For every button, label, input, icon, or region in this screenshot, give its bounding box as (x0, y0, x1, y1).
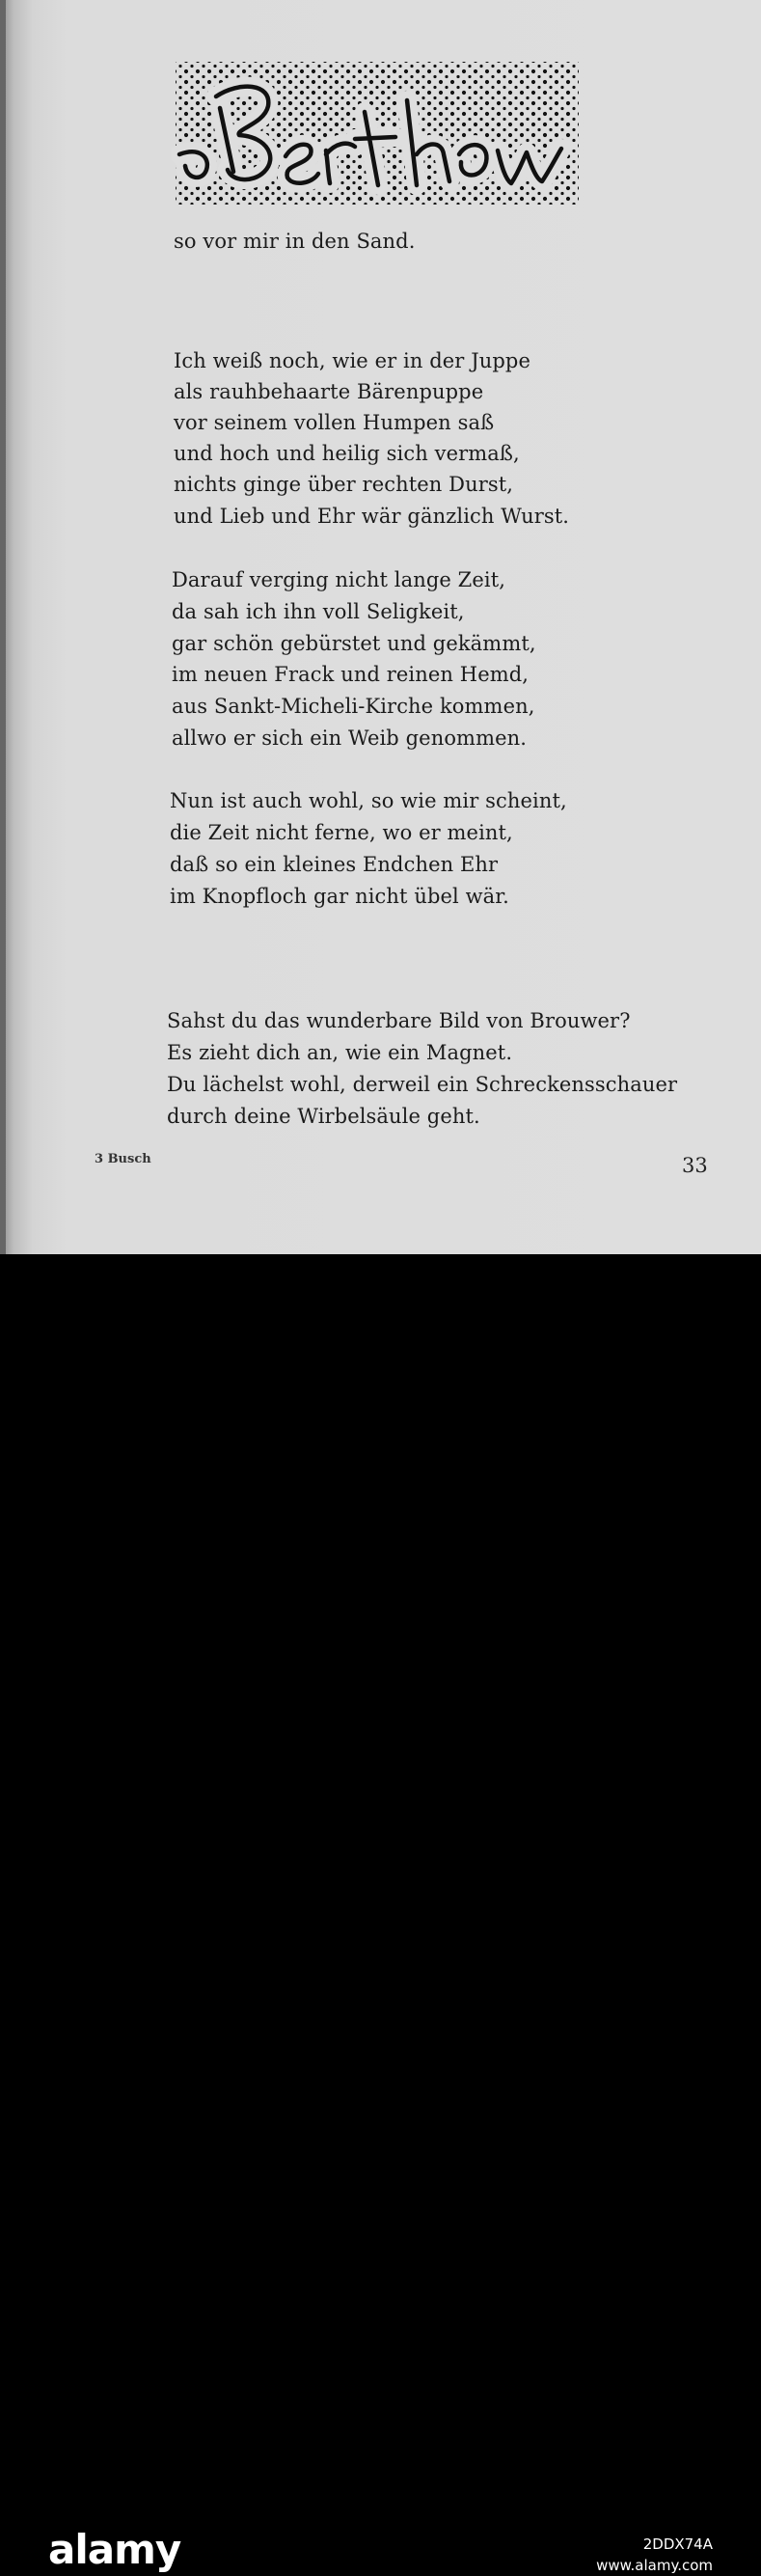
poem-line: gar schön gebürstet und gekämmt, (172, 632, 536, 655)
poem-line: durch deine Wirbelsäule geht. (167, 1105, 480, 1128)
poem-line: Nun ist auch wohl, so wie mir scheint, (170, 789, 567, 812)
site-url: www.alamy.com (596, 2557, 713, 2574)
footer-signature: 3 Busch (95, 1152, 151, 1166)
poem-line: allwo er sich ein Weib genommen. (172, 726, 528, 750)
poem-line: im Knopfloch gar nicht übel wär. (170, 885, 509, 908)
poem-line: Du lächelst wohl, derweil ein Schreckensschauer (167, 1073, 678, 1096)
stock-watermark-bar (0, 1254, 761, 2574)
alamy-logo: alamy (48, 2526, 181, 2573)
poem-line: Sahst du das wunderbare Bild von Brouwer? (167, 1009, 631, 1032)
poem-line: Darauf verging nicht lange Zeit, (172, 568, 506, 591)
poem-line: daß so ein kleines Endchen Ehr (170, 853, 499, 876)
image-id: 2DDX74A (642, 2535, 713, 2553)
poem-line: Ich weiß noch, wie er in der Juppe (174, 349, 530, 372)
poem-line: aus Sankt-Micheli-Kirche kommen, (172, 695, 535, 718)
poem-line: und Lieb und Ehr wär gänzlich Wurst. (174, 505, 570, 528)
image-credit (596, 2534, 713, 2576)
poem-line: und hoch und heilig sich vermaß, (174, 442, 520, 465)
poem-line: vor seinem vollen Humpen saß (174, 411, 495, 434)
berthold-title-art (172, 58, 583, 208)
poem-line: so vor mir in den Sand. (174, 230, 416, 253)
poem-line: nichts ginge über rechten Durst, (174, 473, 514, 496)
poem-line: Es zieht dich an, wie ein Magnet. (167, 1041, 513, 1064)
book-page (0, 0, 761, 1254)
poem-line: die Zeit nicht ferne, wo er meint, (170, 821, 513, 844)
page-number: 33 (682, 1154, 708, 1177)
poem-line: da sah ich ihn voll Seligkeit, (172, 600, 465, 623)
poem-line: als rauhbehaarte Bärenpuppe (174, 380, 484, 403)
poem-line: im neuen Frack und reinen Hemd, (172, 663, 530, 686)
